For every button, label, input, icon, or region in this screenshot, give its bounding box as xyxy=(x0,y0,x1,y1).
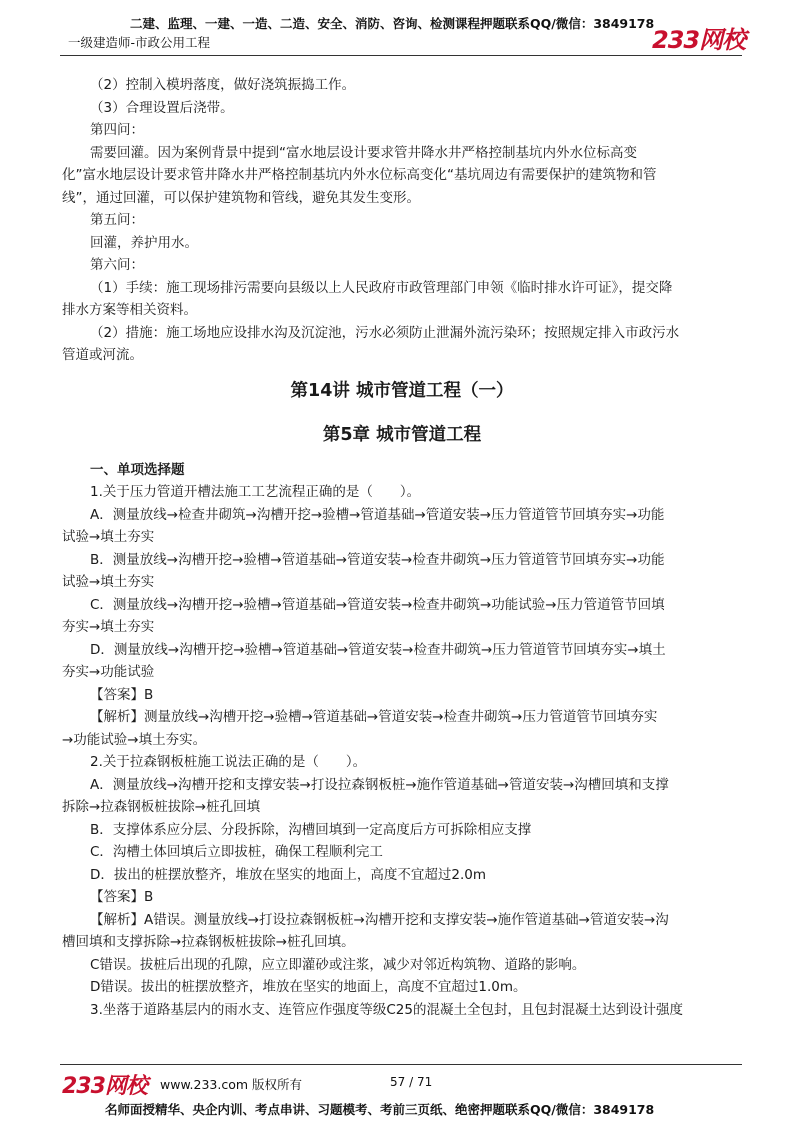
header-subject: 一级建造师-市政公用工程 xyxy=(68,35,211,50)
text-line: 【解析】测量放线→沟槽开挖→验槽→管道基础→管道安装→检查井砌筑→压力管道管节回填夯实 xyxy=(90,709,658,725)
text-line: 第六问： xyxy=(90,257,144,273)
text-line: C错误。拔桩后出现的孔隙，应立即灌砂或注浆，减少对邻近构筑物、道路的影响。 xyxy=(90,956,586,973)
text-line: （2）措施：施工场地应设排水沟及沉淀池，污水必须防止泄漏外流污染环；按照规定排入市政污水 xyxy=(90,324,680,341)
brand-logo: 233网校 xyxy=(652,26,746,54)
text-line: 第五问： xyxy=(90,212,144,228)
chapter-title: 第5章 城市管道工程 xyxy=(322,424,482,445)
text-line: 拆除→拉森钢板桩拔除→桩孔回填 xyxy=(62,799,261,815)
text-line: 第四问： xyxy=(90,122,144,138)
text-line: D．测量放线→沟槽开挖→验槽→管道基础→管道安装→检查井砌筑→压力管道管节回填夯实→填土 xyxy=(90,641,666,658)
header-divider xyxy=(60,55,742,56)
text-line: 【解析】A错误。测量放线→打设拉森钢板桩→沟槽开挖和支撑安装→施作管道基础→管道安装→沟 xyxy=(90,911,669,928)
text-line: 夯实→功能试验 xyxy=(62,664,155,680)
text-line: 【答案】B xyxy=(90,686,154,703)
header-contact-line: 二建、监理、一建、一造、二造、安全、消防、咨询、检测课程押题联系QQ/微信：3849178 xyxy=(130,16,655,31)
section-title: 一、单项选择题 xyxy=(90,461,185,478)
question-section xyxy=(62,481,742,1021)
text-line: D错误。拔出的桩摆放整齐，堆放在坚实的地面上，高度不宜超过1.0m。 xyxy=(90,979,527,995)
text-line: C．沟槽土体回填后立即拔桩，确保工程顺利完工 xyxy=(90,844,383,860)
text-line: （1）手续：施工现场排污需要向县级以上人民政府市政管理部门申领《临时排水许可证》，提交降 xyxy=(90,279,673,296)
footer-contact-line: 名师面授精华、央企内训、考点串讲、习题模考、考前三页纸、绝密押题联系QQ/微信：3849178 xyxy=(105,1102,655,1117)
text-line: 3.坐落于道路基层内的雨水支、连管应作强度等级C25的混凝土全包封，且包封混凝土达到设计强度 xyxy=(90,1001,683,1018)
text-line: A．测量放线→沟槽开挖和支撑安装→打设拉森钢板桩→施作管道基础→管道安装→沟槽回填和支撑 xyxy=(90,776,669,793)
page-number: 57 / 71 xyxy=(390,1075,433,1089)
lecture-title: 第14讲 城市管道工程（一） xyxy=(290,380,514,401)
text-line: 排水方案等相关资料。 xyxy=(62,302,197,318)
text-line: C．测量放线→沟槽开挖→验槽→管道基础→管道安装→检查井砌筑→功能试验→压力管道管节回填 xyxy=(90,596,665,613)
text-line: D．拔出的桩摆放整齐，堆放在坚实的地面上，高度不宜超过2.0m xyxy=(90,866,487,883)
text-line: 需要回灌。因为案例背景中提到“富水地层设计要求管井降水井严格控制基坑内外水位标高变 xyxy=(90,144,637,161)
footer-divider xyxy=(60,1064,742,1065)
text-line: 化”富水地层设计要求管井降水井严格控制基坑内外水位标高变化“基坑周边有需要保护的建筑物和管 xyxy=(62,167,657,183)
text-line: 槽回填和支撑拆除→拉森钢板桩拔除→桩孔回填。 xyxy=(62,934,355,950)
text-line: 管道或河流。 xyxy=(62,347,143,363)
text-line: →功能试验→填土夯实。 xyxy=(62,731,207,748)
text-line: 回灌，养护用水。 xyxy=(90,234,198,251)
text-line: B．支撑体系应分层、分段拆除，沟槽回填到一定高度后方可拆除相应支撑 xyxy=(90,821,532,838)
footer-site: www.233.com 版权所有 xyxy=(160,1077,302,1092)
text-line: （2）控制入模坍落度，做好浇筑振捣工作。 xyxy=(90,77,356,93)
text-line: 【答案】B xyxy=(90,889,154,905)
text-line: 夯实→填土夯实 xyxy=(62,619,155,635)
answer-section xyxy=(62,74,742,367)
text-line: 2.关于拉森钢板桩施工说法正确的是（ ）。 xyxy=(90,754,367,770)
text-line: 试验→填土夯实 xyxy=(62,574,155,590)
footer-logo: 233网校 xyxy=(62,1074,147,1099)
text-line: 1.关于压力管道开槽法施工工艺流程正确的是（ ）。 xyxy=(90,484,421,500)
text-line: 试验→填土夯实 xyxy=(62,529,155,545)
text-line: A．测量放线→检查井砌筑→沟槽开挖→验槽→管道基础→管道安装→压力管道管节回填夯实→功能 xyxy=(90,506,665,523)
text-line: B．测量放线→沟槽开挖→验槽→管道基础→管道安装→检查井砌筑→压力管道管节回填夯实→功能 xyxy=(90,551,665,568)
text-line: （3）合理设置后浇带。 xyxy=(90,99,234,116)
page-body xyxy=(62,74,742,1021)
text-line: 线”，通过回灌，可以保护建筑物和管线，避免其发生变形。 xyxy=(62,189,420,206)
